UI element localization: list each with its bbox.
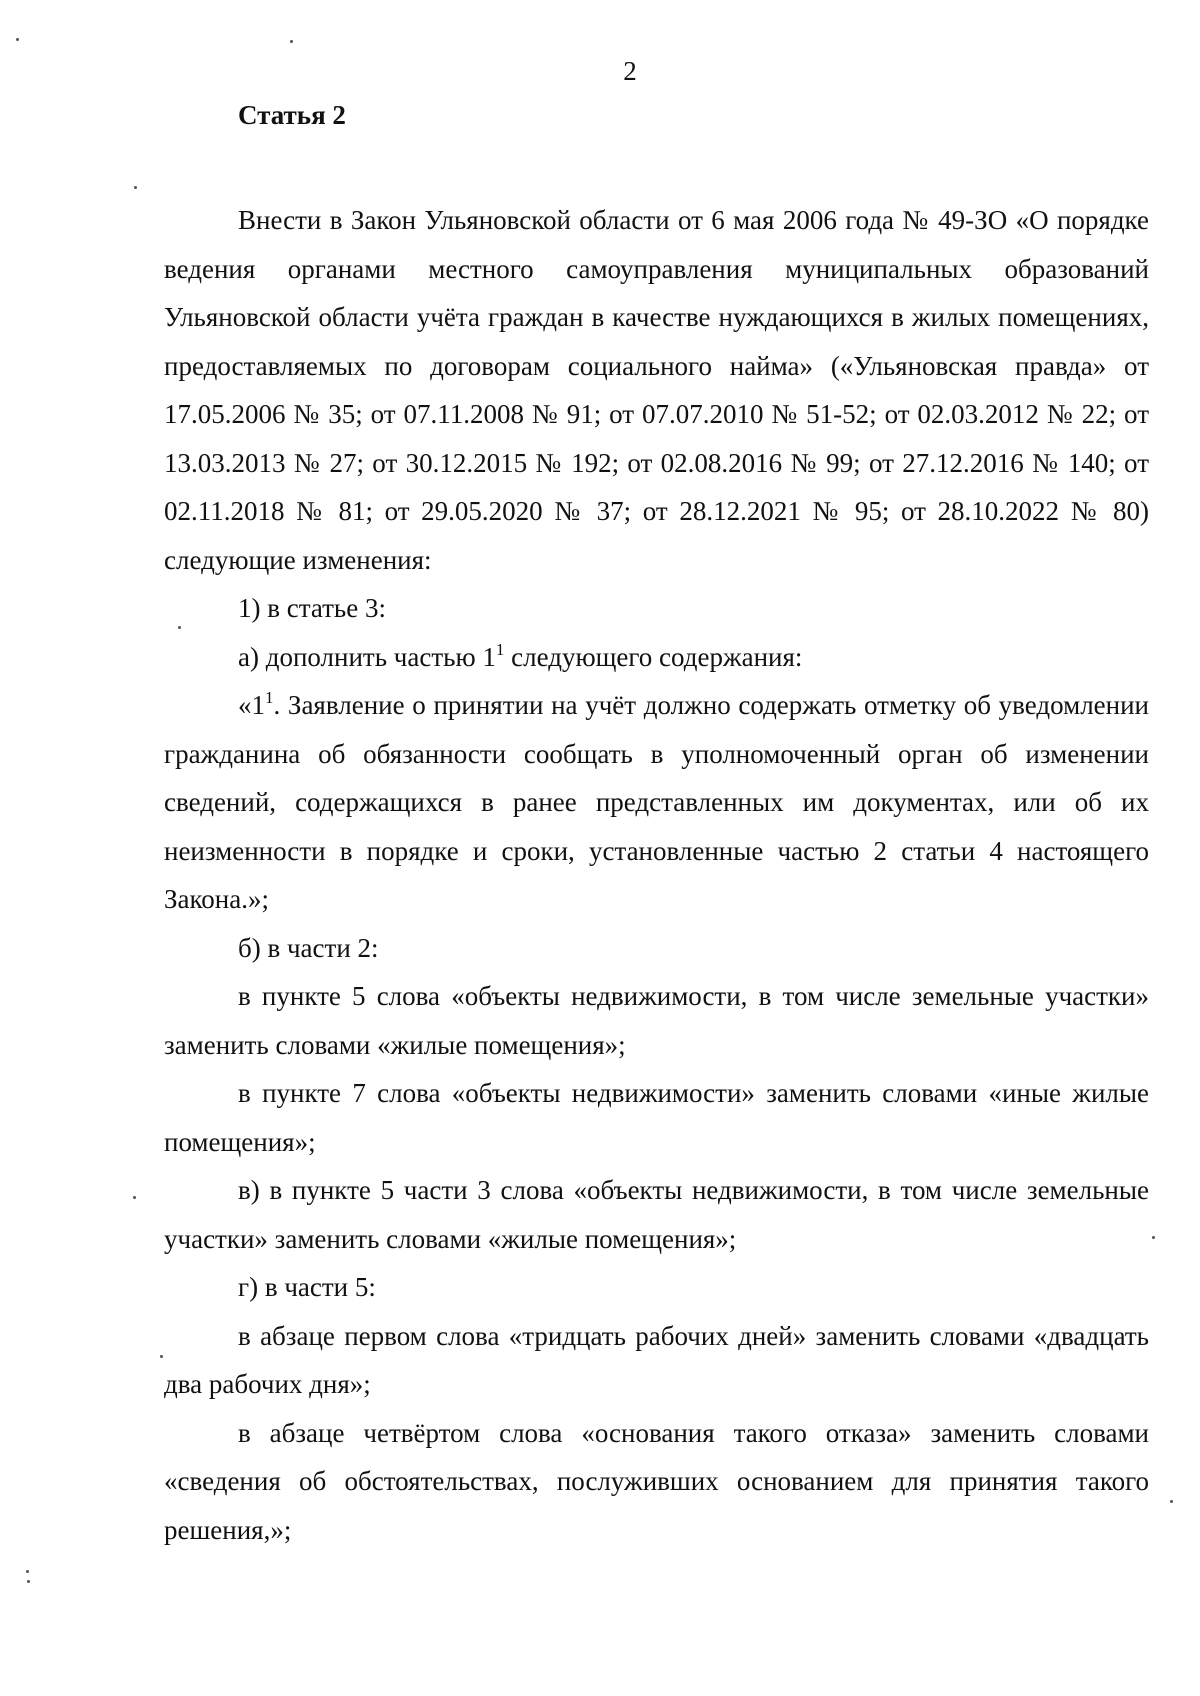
paragraph-item-b: б) в части 2: bbox=[238, 932, 379, 963]
scan-speck bbox=[160, 1355, 163, 1358]
scan-speck bbox=[134, 186, 137, 189]
article-heading: Статья 2 bbox=[238, 100, 346, 130]
paragraph-point-7: в пункте 7 слова «объекты недвижимости» заменить словами «иные жилые помещения»; bbox=[164, 1078, 1149, 1157]
scan-speck bbox=[1170, 1500, 1173, 1503]
document-body bbox=[164, 196, 1149, 1554]
scan-speck bbox=[290, 40, 293, 43]
paragraph-point-5: в пункте 5 слова «объекты недвижимости, в том числе земельные участки» заменить словами «жилые помещения»; bbox=[164, 981, 1149, 1060]
paragraph-item-g: г) в части 5: bbox=[238, 1272, 376, 1302]
paragraph-item-v: в) в пункте 5 части 3 слова «объекты недвижимости, в том числе земельные участки» заменить словами «жилые помещения»; bbox=[164, 1175, 1149, 1254]
scan-speck bbox=[16, 38, 19, 41]
paragraph-quoted-part-text: . Заявление о принятии на учёт должно содержать отметку об уведомлении гражданина об обязанности сообщать в уполномоченный орган об изменении сведений, содержащихся в ранее представленных им документах, или об их неизменности в порядке и сроки, установленные частью 2 статьи 4 настоящего Закона.»; bbox=[164, 690, 1149, 914]
paragraph-item-a-text: а) дополнить частью 1 bbox=[238, 641, 496, 672]
superscript: 1 bbox=[265, 688, 274, 707]
paragraph-quoted-part bbox=[164, 681, 1149, 924]
paragraph-amendment-intro: Внести в Закон Ульяновской области от 6 мая 2006 года № 49-ЗО «О порядке ведения органами местного самоуправления муниципальных образований Ульяновской области учёта граждан в качестве нуждающихся в жилых помещениях, предоставляемых по договорам социального найма» («Ульяновская правда» от 17.05.2006 № 35; от 07.11.2008 № 91; от 07.07.2010 № 51-52; от 02.03.2012 № 22; от 13.03.2013 № 27; от 30.12.2015 № 192; от 02.08.2016 № 99; от 27.12.2016 № 140; от 02.11.2018 № 81; от 29.05.2020 № 37; от 28.12.2021 № 95; от 28.10.2022 № 80) следующие изменения: bbox=[164, 205, 1149, 575]
paragraph-abzac-4: в абзаце четвёртом слова «основания такого отказа» заменить словами «сведения об обстоятельствах, послуживших основанием для принятия такого решения,»; bbox=[164, 1417, 1149, 1545]
scan-speck bbox=[26, 1570, 29, 1573]
scan-speck bbox=[133, 1196, 136, 1199]
paragraph-item-a-tail: следующего содержания: bbox=[504, 641, 803, 672]
scan-speck bbox=[1152, 1236, 1155, 1239]
scan-speck bbox=[178, 626, 181, 629]
superscript: 1 bbox=[495, 639, 505, 659]
scan-speck bbox=[27, 1580, 30, 1583]
paragraph-item-1: 1) в статье 3: bbox=[238, 593, 386, 623]
paragraph-item-a bbox=[164, 633, 1149, 682]
page-number: 2 bbox=[623, 56, 637, 86]
paragraph-abzac-1: в абзаце первом слова «тридцать рабочих дней» заменить словами «двадцать два рабочих дня»; bbox=[164, 1320, 1149, 1399]
paragraph-quoted-part-start: «1 bbox=[238, 690, 265, 720]
